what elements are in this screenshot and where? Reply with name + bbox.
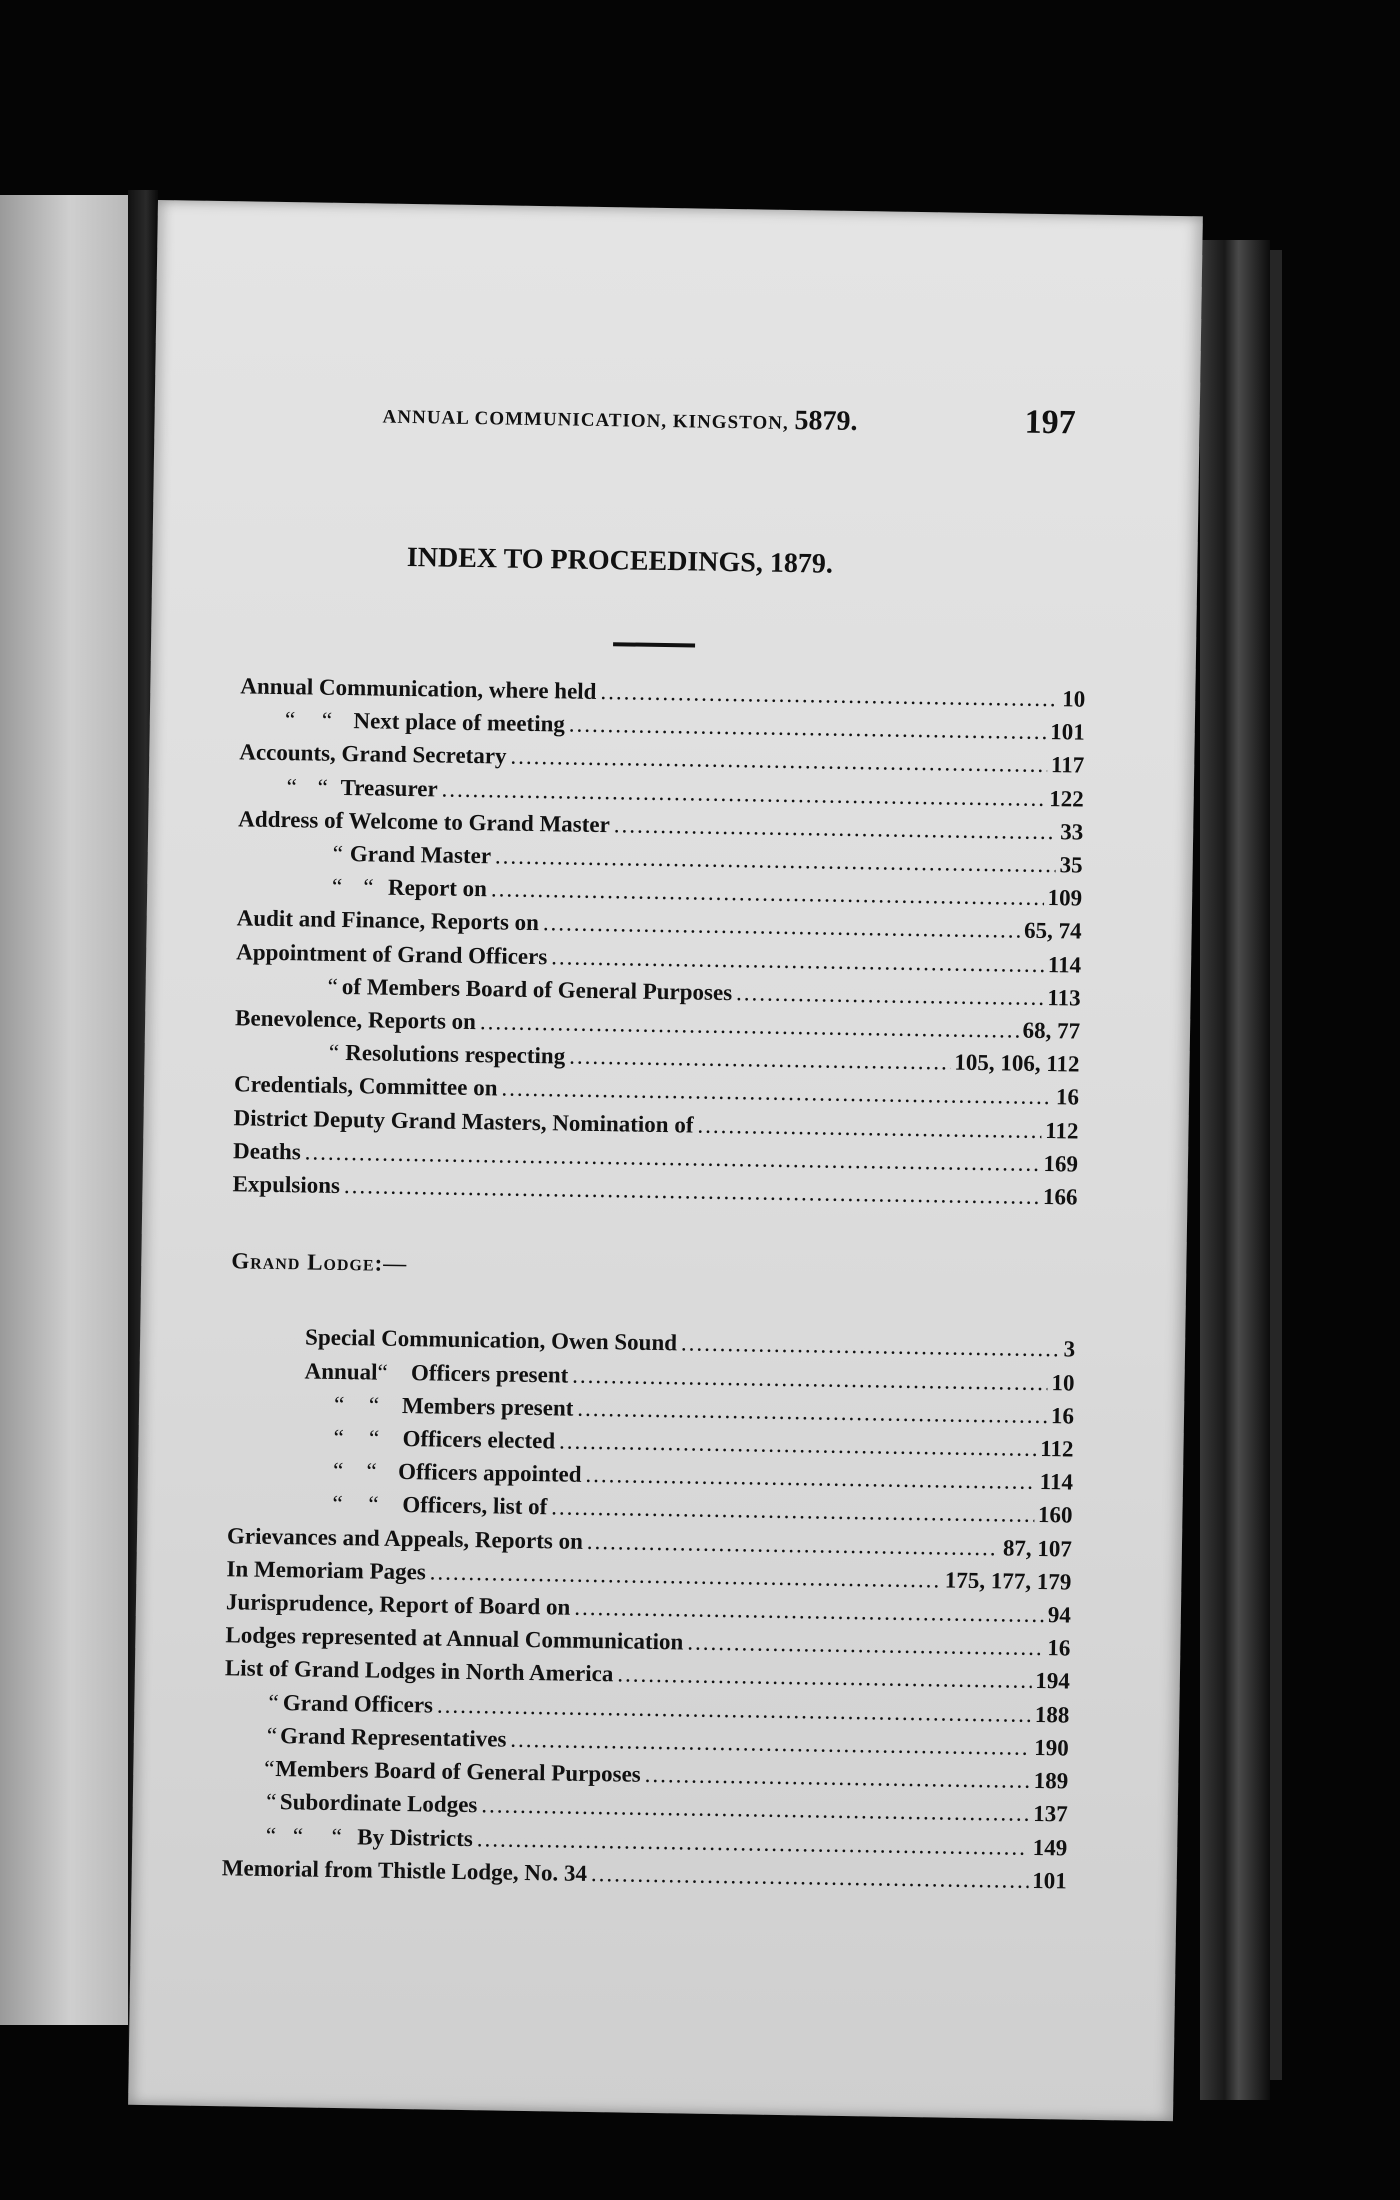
index-entry: Benevolence, Reports on ..... 68, 77 bbox=[235, 1001, 1080, 1047]
index-entry: Annual Communication, where held ..... 10 bbox=[240, 669, 1085, 715]
index-entry: List of Grand Lodges in North America ..... 194 bbox=[225, 1652, 1070, 1698]
index-entry: Expulsions ..... 166 bbox=[232, 1167, 1077, 1213]
index-entry: Lodges represented at Annual Communication ..... 16 bbox=[225, 1619, 1070, 1665]
page-title: INDEX TO PROCEEDINGS, 1879. bbox=[406, 541, 834, 580]
index-entry: “ “ Officers, list of ..... 160 bbox=[302, 1487, 1072, 1532]
title-rule bbox=[613, 642, 695, 647]
index-entry: Grievances and Appeals, Reports on ..... 87, 107 bbox=[227, 1519, 1072, 1565]
index-entry: In Memoriam Pages ..... 175, 177, 179 bbox=[226, 1552, 1071, 1598]
index-entry: “ Subordinate Lodges ..... 137 bbox=[223, 1785, 1068, 1831]
index-entry: “ “ “ By Districts ..... 149 bbox=[222, 1818, 1067, 1864]
index-entry: “ Resolutions respecting ..... 105, 106, 112 bbox=[234, 1035, 1079, 1081]
index-entry: Audit and Finance, Reports on ..... 65, 74 bbox=[236, 902, 1081, 948]
index-entry: “ “ Next place of meeting ..... 101 bbox=[240, 703, 1085, 749]
index-entry: Jurisprudence, Report of Board on ..... 94 bbox=[226, 1585, 1071, 1631]
grand-lodge-entries bbox=[227, 1320, 1075, 1532]
index-entry: Accounts, Grand Secretary ..... 117 bbox=[239, 736, 1084, 782]
running-head bbox=[382, 399, 1082, 442]
index-entry: “ of Members Board of General Purposes ..... 113 bbox=[235, 968, 1080, 1014]
index-entry: “ “ Treasurer ..... 122 bbox=[239, 769, 1084, 815]
index-entry: Annual “ Officers present ..... 10 bbox=[304, 1354, 1074, 1399]
index-entry: “ Grand Master ..... 35 bbox=[238, 835, 1083, 881]
running-head-text: ANNUAL COMMUNICATION, KINGSTON, bbox=[382, 406, 789, 434]
index-entry: “ “ Report on ..... 109 bbox=[237, 869, 1082, 915]
index-entry: “ “ Officers elected ..... 112 bbox=[303, 1421, 1073, 1466]
index-entries bbox=[222, 669, 1086, 1897]
index-entry: Appointment of Grand Officers ..... 114 bbox=[236, 935, 1081, 981]
index-entry: Credentials, Committee on ..... 16 bbox=[234, 1068, 1079, 1114]
running-head-year: 5879. bbox=[794, 405, 858, 438]
page-stack-edge-inner bbox=[1270, 250, 1282, 2080]
index-entry: Deaths ..... 169 bbox=[233, 1134, 1078, 1180]
page-number: 197 bbox=[1024, 403, 1076, 442]
index-entry: “ Grand Representatives ..... 190 bbox=[224, 1718, 1069, 1764]
index-entry: District Deputy Grand Masters, Nomination of ..... 112 bbox=[233, 1101, 1078, 1147]
index-entry: “ Members Board of General Purposes ..... 189 bbox=[223, 1751, 1068, 1797]
book-page bbox=[128, 200, 1203, 2121]
index-entry: Special Communication, Owen Sound ..... 3 bbox=[305, 1321, 1075, 1366]
index-entry: “ Grand Officers ..... 188 bbox=[224, 1685, 1069, 1731]
index-entry: “ “ Members present ..... 16 bbox=[304, 1387, 1074, 1432]
index-entry: Memorial from Thistle Lodge, No. 34 ..... 101 bbox=[222, 1851, 1067, 1897]
section-heading-grand-lodge: Grand Lodge:— bbox=[231, 1248, 408, 1277]
facing-page-edge bbox=[0, 195, 128, 2025]
page-stack-edge bbox=[1200, 240, 1270, 2100]
index-entry: Address of Welcome to Grand Master ..... 33 bbox=[238, 802, 1083, 848]
index-entry: “ “ Officers appointed ..... 114 bbox=[303, 1454, 1073, 1499]
